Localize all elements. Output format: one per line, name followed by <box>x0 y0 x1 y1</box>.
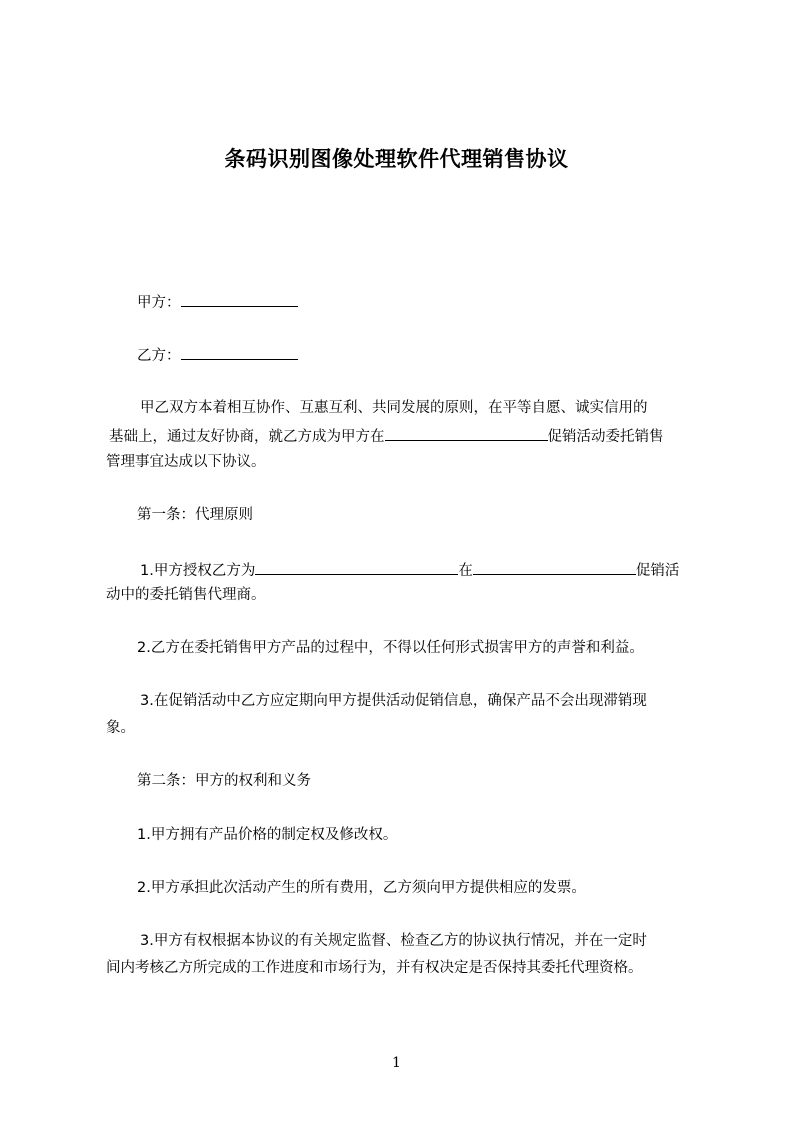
party-a-blank <box>181 291 298 307</box>
page-number: 1 <box>392 1055 401 1071</box>
article-1-item-1-text-a: 1.甲方授权乙方为 <box>140 563 256 579</box>
intro-line-2 <box>109 425 664 447</box>
document-title: 条码识别图像处理软件代理销售协议 <box>224 147 569 171</box>
intro-blank <box>385 425 548 441</box>
article-1-item-3-line-1: 3.在促销活动中乙方应定期向甲方提供活动促销信息，确保产品不会出现滞销现 <box>140 693 647 709</box>
intro-line-1: 甲乙双方本着相互协作、互惠互利、共同发展的原则，在平等自愿、诚实信用的 <box>140 400 648 416</box>
intro-line-3: 管理事宜达成以下协议。 <box>106 454 266 470</box>
party-b-line <box>137 344 298 366</box>
party-b-label: 乙方： <box>137 348 181 364</box>
article-1-item-3-line-2: 象。 <box>106 720 135 736</box>
article-1-item-1-text-b: 在 <box>458 563 473 579</box>
party-a-label: 甲方： <box>137 295 181 311</box>
intro-line-2-text-a: 基础上，通过友好协商，就乙方成为甲方在 <box>109 429 385 445</box>
article-1-item-1-line-2: 动中的委托销售代理商。 <box>106 587 266 603</box>
party-a-line <box>137 291 298 313</box>
article-1-item-1-line-1 <box>140 559 679 581</box>
article-1-blank-1 <box>255 559 458 575</box>
article-2-heading: 第二条：甲方的权利和义务 <box>137 773 311 789</box>
article-1-blank-2 <box>473 559 636 575</box>
article-1-heading: 第一条：代理原则 <box>137 507 253 523</box>
article-2-item-3-line-1: 3.甲方有权根据本协议的有关规定监督、检查乙方的协议执行情况，并在一定时 <box>140 933 647 949</box>
article-1-item-1-text-c: 促销活 <box>635 563 680 579</box>
intro-line-2-text-b: 促销活动委托销售 <box>547 429 664 445</box>
party-b-blank <box>181 344 298 360</box>
article-2-item-2: 2.甲方承担此次活动产生的所有费用，乙方须向甲方提供相应的发票。 <box>137 880 586 896</box>
article-2-item-3-line-2: 间内考核乙方所完成的工作进度和市场行为，并有权决定是否保持其委托代理资格。 <box>106 960 643 976</box>
article-1-item-2: 2.乙方在委托销售甲方产品的过程中，不得以任何形式损害甲方的声誉和利益。 <box>137 640 644 656</box>
article-2-item-1: 1.甲方拥有产品价格的制定权及修改权。 <box>137 827 398 843</box>
